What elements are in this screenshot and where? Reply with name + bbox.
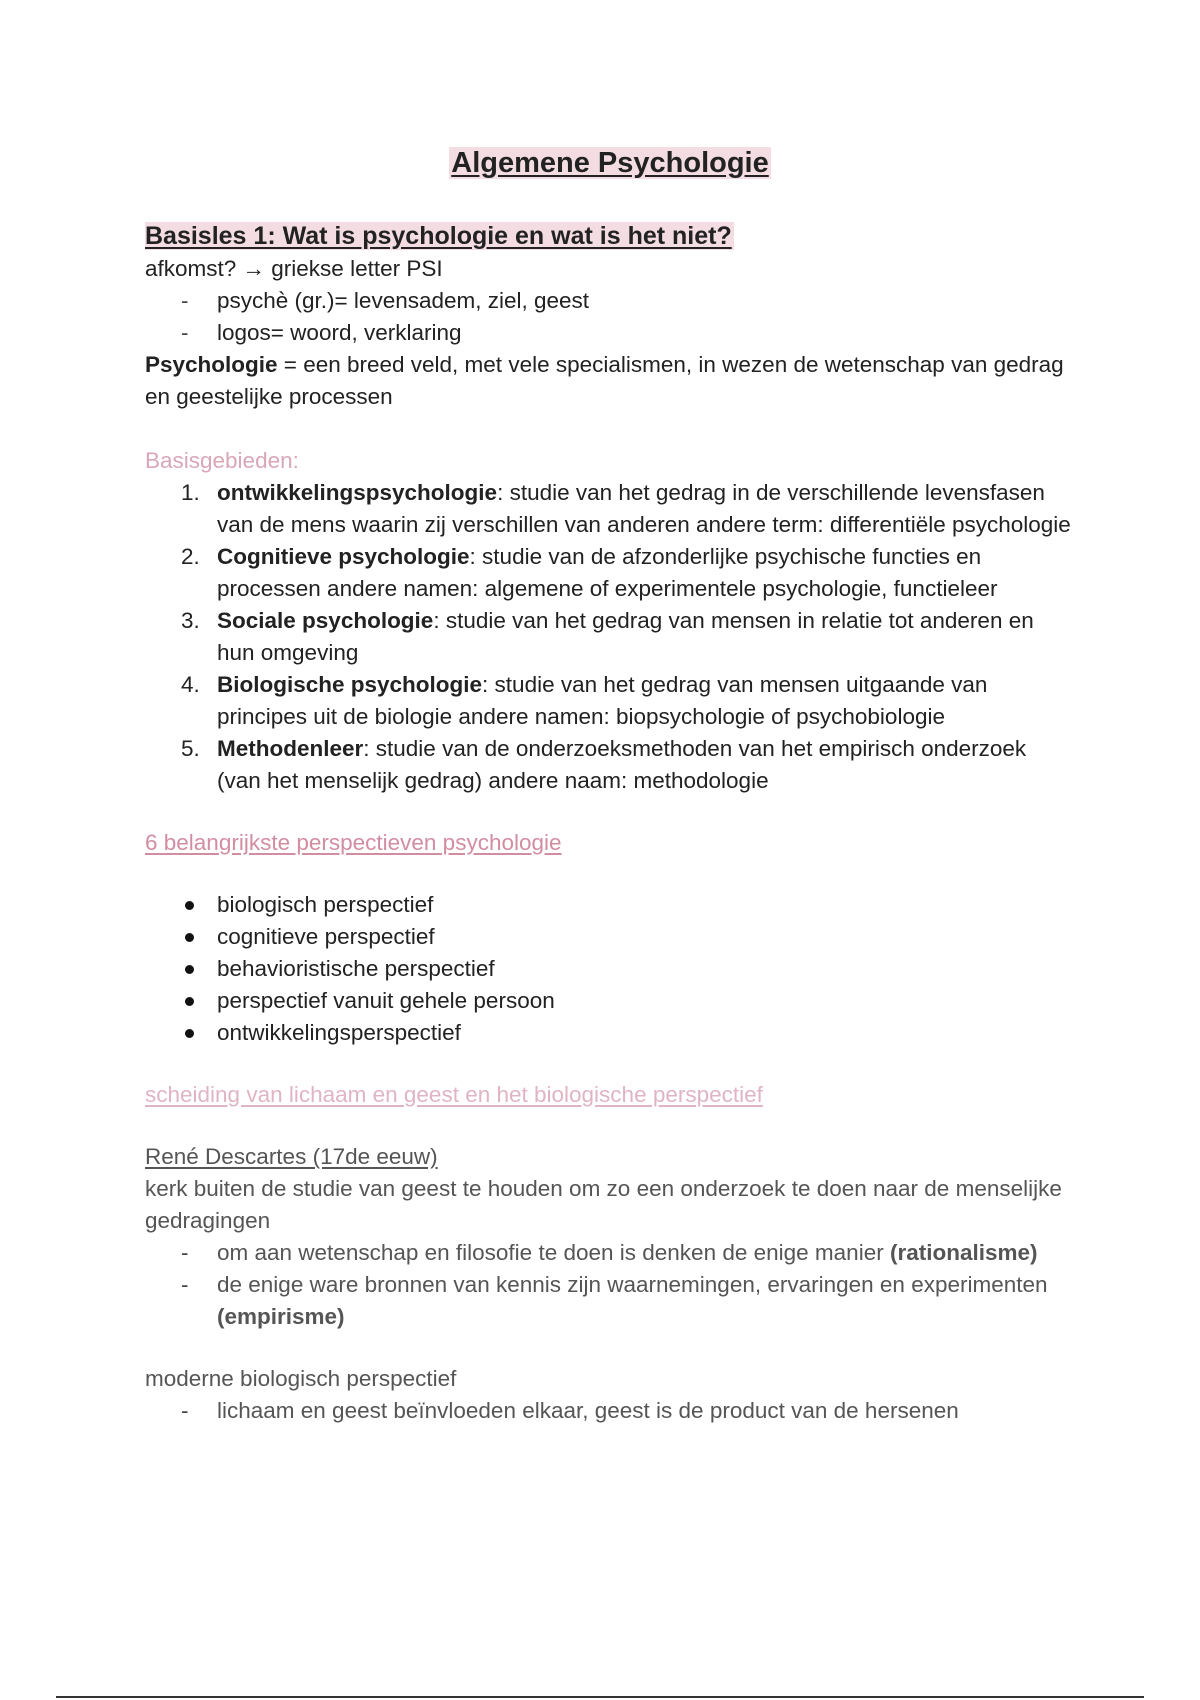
list-item: [181, 477, 1075, 541]
footer-divider: [56, 1696, 1144, 1698]
mind-body-heading: scheiding van lichaam en geest en het biologische perspectief: [145, 1082, 763, 1107]
area-text: : studie van het gedrag in de verschillende levensfasen van de mens waarin zij verschillen van anderen andere term: differentiële psychologie: [217, 480, 1071, 537]
perspectives-list: [145, 889, 1075, 1049]
modern-heading: moderne biologisch perspectief: [145, 1366, 457, 1391]
list-number: 1.: [181, 480, 200, 505]
list-number: 3.: [181, 608, 200, 633]
list-number: 4.: [181, 672, 200, 697]
list-item: biologisch perspectief: [217, 889, 1075, 921]
list-item: [217, 1237, 1075, 1269]
area-term: Sociale psychologie: [217, 608, 434, 633]
list-item: [217, 1269, 1075, 1333]
descartes-text: kerk buiten de studie van geest te houden om zo een onderzoek te doen naar de menselijke gedragingen: [145, 1176, 1062, 1233]
list-item: behavioristische perspectief: [217, 953, 1075, 985]
list-item: cognitieve perspectief: [217, 921, 1075, 953]
basic-areas-list: [145, 477, 1075, 797]
area-term: Cognitieve psychologie: [217, 544, 470, 569]
spacer: [145, 1049, 1075, 1079]
item-text: de enige ware bronnen van kennis zijn waarnemingen, ervaringen en experimenten: [217, 1272, 1048, 1297]
origin-line: afkomst? → griekse letter PSI: [145, 256, 443, 281]
document-content: [145, 145, 1075, 1427]
descartes-list: [145, 1237, 1075, 1333]
definition-text: = een breed veld, met vele specialismen, in wezen de wetenschap van gedrag en geestelijke processen: [145, 352, 1064, 409]
item-term: (empirisme): [217, 1304, 345, 1329]
list-item: [181, 605, 1075, 669]
descartes-heading: René Descartes (17de eeuw): [145, 1144, 438, 1169]
section-heading-text: Basisles 1: Wat is psychologie en wat is het niet?: [145, 222, 732, 250]
area-text: : studie van het gedrag van mensen in relatie tot anderen en hun omgeving: [217, 608, 1034, 665]
spacer: [145, 413, 1075, 445]
page-title-text: Algemene Psychologie: [451, 147, 769, 179]
list-item: - psychè (gr.)= levensadem, ziel, geest: [217, 285, 1075, 317]
psychology-definition: [145, 349, 1075, 413]
list-number: 2.: [181, 544, 200, 569]
list-item: - lichaam en geest beïnvloeden elkaar, geest is de product van de hersenen: [217, 1395, 1075, 1427]
spacer: [145, 1111, 1075, 1141]
list-item: - logos= woord, verklaring: [217, 317, 1075, 349]
area-text: : studie van de afzonderlijke psychische functies en processen andere namen: algemene of experimentele psychologie, functieleer: [217, 544, 998, 601]
list-item: perspectief vanuit gehele persoon: [217, 985, 1075, 1017]
definition-term: Psychologie: [145, 352, 278, 377]
area-text: : studie van het gedrag van mensen uitgaande van principes uit de biologie andere namen: biopsychologie of psychobiologie: [217, 672, 988, 729]
list-item: [181, 669, 1075, 733]
perspectives-heading: 6 belangrijkste perspectieven psychologie: [145, 830, 562, 855]
spacer: [145, 1333, 1075, 1363]
list-item: [181, 541, 1075, 605]
modern-list: [145, 1395, 1075, 1427]
area-term: Methodenleer: [217, 736, 364, 761]
area-term: ontwikkelingspsychologie: [217, 480, 498, 505]
area-term: Biologische psychologie: [217, 672, 483, 697]
area-text: : studie van de onderzoeksmethoden van het empirisch onderzoek (van het menselijk gedrag) andere naam: methodologie: [217, 736, 1027, 793]
item-term: (rationalisme): [889, 1240, 1038, 1265]
list-item: [181, 733, 1075, 797]
basic-areas-label: Basisgebieden:: [145, 448, 299, 473]
origin-list: [145, 285, 1075, 349]
list-number: 5.: [181, 736, 200, 761]
list-item: ontwikkelingsperspectief: [217, 1017, 1075, 1049]
section-heading-basisles-1: [145, 219, 1075, 253]
spacer: [145, 797, 1075, 827]
item-text: om aan wetenschap en filosofie te doen is denken de enige manier: [217, 1240, 890, 1265]
page-title: [145, 145, 1075, 181]
spacer: [145, 859, 1075, 889]
